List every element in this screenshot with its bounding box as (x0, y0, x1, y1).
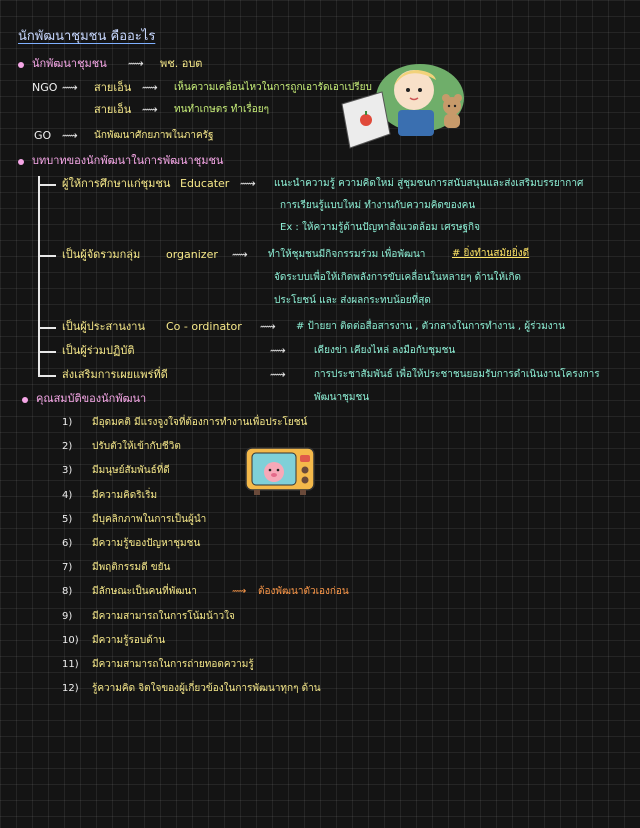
list-item: มีบุคลิกภาพในการเป็นผู้นำ (92, 514, 207, 525)
squiggle-arrow-icon: ⟿ (62, 129, 78, 142)
bullet-dot-icon (18, 159, 24, 165)
list-item: ปรับตัวให้เข้ากับชีวิต (92, 441, 181, 452)
list-item-number: 8) (62, 586, 73, 597)
page-title: นักพัฒนาชุมชน คืออะไร (18, 29, 156, 44)
section3-heading: คุณสมบัติของนักพัฒนา (36, 392, 147, 405)
role-1-example: Ex : ให้ความรู้ด้านปัญหาสิ่งแวดล้อม เศรษฐกิจ (280, 222, 480, 233)
role-3-english: Co - ordinator (166, 320, 242, 333)
list-item-number: 4) (62, 490, 73, 501)
list-item-note: ต้องพัฒนาตัวเองก่อน (258, 586, 349, 597)
bracket-tick (38, 327, 56, 329)
sticker-retro-tv (244, 444, 318, 496)
squiggle-arrow-icon: ⟿ (142, 103, 158, 116)
list-item-number: 2) (62, 441, 73, 452)
bracket-tick (38, 375, 56, 377)
role-1-desc-2: การเรียนรู้แบบใหม่ ทำงานกับความคิดของคน (280, 200, 476, 211)
bracket-vertical (38, 176, 40, 376)
section2-heading: บทบาทของนักพัฒนาในการพัฒนาชุมชน (32, 154, 224, 167)
bullet-dot-icon (22, 397, 28, 403)
role-2-title: เป็นผู้จัดรวมกลุ่ม (62, 248, 141, 261)
list-item-number: 6) (62, 538, 73, 549)
squiggle-arrow-icon: ⟿ (232, 586, 247, 597)
bracket-tick (38, 255, 56, 257)
squiggle-arrow-icon: ⟿ (260, 320, 276, 333)
role-5-desc-1: การประชาสัมพันธ์ เพื่อให้ประชาชนยอมรับการดำเนินงานโครงการ (314, 369, 600, 380)
role-1-desc-1: แนะนำความรู้ ความคิดใหม่ สู่ชุมชนการสนับสนุนและส่งเสริมบรรยากาศ (274, 178, 584, 189)
squiggle-arrow-icon: ⟿ (232, 248, 248, 261)
list-item: มีพฤติกรรมดี ขยัน (92, 562, 171, 573)
list-item: มีลักษณะเป็นคนที่พัฒนา (92, 586, 197, 597)
squiggle-arrow-icon: ⟿ (142, 81, 158, 94)
list-item-number: 5) (62, 514, 73, 525)
list-item: มีความสามารถในการถ่ายทอดความรู้ (92, 659, 254, 670)
squiggle-arrow-icon: ⟿ (270, 368, 286, 381)
org-text: พช. อบต (160, 57, 203, 70)
list-item: มีความรู้ของปัญหาชุมชน (92, 538, 201, 549)
role-4-title: เป็นผู้ร่วมปฏิบัติ (62, 344, 135, 357)
bracket-tick (38, 184, 56, 186)
go-label: GO (34, 129, 52, 142)
ngo-desc-2: ทนทำเกษตร ทำเรื่อยๆ (174, 104, 269, 115)
list-item: มีมนุษย์สัมพันธ์ที่ดี (92, 465, 170, 476)
section1-heading: นักพัฒนาชุมชน (32, 57, 107, 70)
squiggle-arrow-icon: ⟿ (240, 177, 256, 190)
go-desc: นักพัฒนาศักยภาพในภาครัฐ (94, 130, 214, 141)
bullet-dot-icon (18, 62, 24, 68)
squiggle-arrow-icon: ⟿ (270, 344, 286, 357)
list-item: รู้ความคิด จิตใจของผู้เกี่ยวข้องในการพัฒนาทุกๆ ด้าน (92, 683, 321, 694)
list-item-number: 7) (62, 562, 73, 573)
role-2-desc-3: ประโยชน์ และ ส่งผลกระทบน้อยที่สุด (274, 295, 431, 306)
ngo-label: NGO (32, 81, 58, 94)
ngo-term-1: สายเอ็น (94, 81, 132, 94)
list-item-number: 1) (62, 417, 73, 428)
role-3-title: เป็นผู้ประสานงาน (62, 320, 145, 333)
list-item-number: 9) (62, 611, 73, 622)
role-2-hashtag: # ยิ่งทำนสมัยยิ่งดี (452, 248, 530, 259)
role-5-desc-2: พัฒนาชุมชน (314, 392, 370, 403)
list-item-number: 11) (62, 659, 79, 670)
bracket-tick (38, 351, 56, 353)
list-item-number: 3) (62, 465, 73, 476)
role-4-desc: เคียงข่า เคียงไหล่ ลงมือกับชุมชน (314, 345, 456, 356)
role-1-title: ผู้ให้การศึกษาแก่ชุมชน (62, 177, 171, 190)
ngo-desc-1: เห็นความเคลื่อนไหวในการถูกเอารัดเอาเปรียบ (174, 82, 372, 93)
list-item-number: 12) (62, 683, 79, 694)
role-1-english: Educater (180, 177, 230, 190)
list-item: มีความรู้รอบด้าน (92, 635, 166, 646)
squiggle-arrow-icon: ⟿ (62, 81, 78, 94)
role-2-desc-1: ทำให้ชุมชนมีกิจกรรมร่วม เพื่อพัฒนา (268, 249, 426, 260)
ngo-term-2: สายเอ็น (94, 103, 132, 116)
role-3-desc: # ป้ายยา ติดต่อสื่อสารงาน , ตัวกลางในการทำงาน , ผู้ร่วมงาน (296, 321, 565, 332)
squiggle-arrow-icon: ⟿ (128, 57, 144, 70)
list-item-number: 10) (62, 635, 79, 646)
list-item: มีความสามารถในการโน้มน้าวใจ (92, 611, 235, 622)
list-item: มีอุดมคติ มีแรงจูงใจที่ต้องการทำงานเพื่อประโยชน์ (92, 417, 308, 428)
role-2-desc-2: จัดระบบเพื่อให้เกิดพลังการขับเคลื่อนในหลายๆ ด้านให้เกิด (274, 272, 522, 283)
role-5-title: ส่งเสริมการเผยแพร่ที่ดี (62, 368, 168, 381)
sticker-person-laptop (338, 62, 478, 152)
role-2-english: organizer (166, 248, 218, 261)
list-item: มีความคิดริเริ่ม (92, 490, 158, 501)
